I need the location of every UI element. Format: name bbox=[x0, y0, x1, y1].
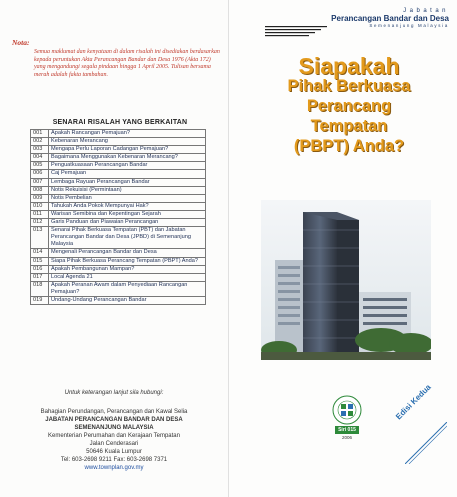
list-item-title: Undang-Undang Perancangan Bandar bbox=[49, 296, 206, 304]
cover-title-line: Pihak Berkuasa bbox=[287, 77, 411, 95]
contact-line: Bahagian Perundangan, Perancangan dan Kawal Selia bbox=[40, 409, 188, 415]
list-item-number: 004 bbox=[31, 154, 49, 162]
edition-label: Edisi Kedua bbox=[394, 382, 433, 422]
list-item-title: Tahukah Anda Pokok Mempunyai Hak? bbox=[49, 202, 206, 210]
list-item-title: Warisan Semibina dan Kepentingan Sejarah bbox=[49, 210, 206, 218]
cover-title-line: (PBPT) Anda? bbox=[293, 137, 405, 155]
list-item-title: Apakah Rancangan Pemajuan? bbox=[49, 130, 206, 138]
contact-line: JABATAN PERANCANGAN BANDAR DAN DESA bbox=[45, 417, 183, 423]
list-item-title: Local Agenda 21 bbox=[49, 273, 206, 281]
list-item bbox=[31, 146, 206, 154]
list-item-title: Senarai Pihak Berkuasa Tempatan (PBT) dan Jabatan Perancangan Bandar dan Desa (JPBD) di Semenanjung Malaysia bbox=[49, 227, 206, 249]
list-item-number: 015 bbox=[31, 257, 49, 265]
list-item bbox=[31, 257, 206, 265]
list-item bbox=[31, 194, 206, 202]
list-item bbox=[31, 227, 206, 249]
list-item bbox=[31, 249, 206, 257]
contact-intro: Untuk keterangan lanjut sila hubungi: bbox=[64, 390, 164, 396]
list-item-number: 011 bbox=[31, 210, 49, 218]
list-item-title: Apakah Peranan Awam dalam Penyediaan Rancangan Pemajuan? bbox=[49, 281, 206, 296]
list-item bbox=[31, 210, 206, 218]
senarai-table bbox=[30, 129, 206, 305]
list-item-number: 014 bbox=[31, 249, 49, 257]
cover-title bbox=[249, 53, 449, 156]
list-item-title: Notis Pembelian bbox=[49, 194, 206, 202]
front-cover bbox=[228, 0, 457, 497]
list-item-number: 007 bbox=[31, 178, 49, 186]
list-item-number: 009 bbox=[31, 194, 49, 202]
jpbd-logo-icon bbox=[324, 395, 370, 425]
contact-line: Tel: 603-2698 9211 Fax: 603-2698 7371 bbox=[60, 457, 168, 463]
list-item-title: Lembaga Rayuan Perancangan Bandar bbox=[49, 178, 206, 186]
list-item-number: 002 bbox=[31, 138, 49, 146]
nota-title: Nota: bbox=[12, 38, 30, 47]
list-item-title: Mengapa Perlu Laporan Cadangan Pemajuan? bbox=[49, 146, 206, 154]
list-item bbox=[31, 178, 206, 186]
list-item-title: Bagaimana Menggunakan Kebenaran Merancang? bbox=[49, 154, 206, 162]
list-item-number: 005 bbox=[31, 162, 49, 170]
list-item-number: 019 bbox=[31, 296, 49, 304]
list-item-number: 006 bbox=[31, 170, 49, 178]
cover-title-line: Perancang bbox=[306, 97, 392, 115]
list-item-title: Notis Rekuisisi (Permintaan) bbox=[49, 186, 206, 194]
list-item bbox=[31, 219, 206, 227]
website-link[interactable]: www.townplan.gov.my bbox=[84, 465, 144, 471]
building-illustration bbox=[261, 200, 431, 360]
senarai-heading: SENARAI RISALAH YANG BERKAITAN bbox=[52, 119, 188, 126]
contact-line: Jalan Cenderasari bbox=[89, 441, 139, 447]
list-item bbox=[31, 138, 206, 146]
list-item bbox=[31, 296, 206, 304]
list-item-title: Garis Panduan dan Piawaian Perancangan bbox=[49, 219, 206, 227]
list-item bbox=[31, 130, 206, 138]
header-stripes-icon bbox=[265, 25, 327, 39]
nota-section bbox=[12, 38, 220, 79]
list-item-number: 012 bbox=[31, 219, 49, 227]
list-item-title: Siapa Pihak Berkuasa Perancang Tempatan (PBPT) Anda? bbox=[49, 257, 206, 265]
back-panel bbox=[0, 0, 228, 497]
list-item-number: 013 bbox=[31, 227, 49, 249]
nota-body: Semua maklumat dan kenyataan di dalam risalah ini disediakan berdasarkan kepada peruntukan Akta Perancangan Bandar dan Desa 1976 (Akta 172) yang mengandungi segala pindaan hingga 1 April 2005. Tulisan bersama merah adalah fakta tambahan. bbox=[34, 49, 220, 78]
list-item-title: Caj Pemajuan bbox=[49, 170, 206, 178]
list-item bbox=[31, 202, 206, 210]
list-item-title: Mengenali Perancangan Bandar dan Desa bbox=[49, 249, 206, 257]
list-item bbox=[31, 265, 206, 273]
header-main: Perancangan Bandar dan Desa bbox=[331, 14, 449, 23]
list-item-number: 003 bbox=[31, 146, 49, 154]
list-item bbox=[31, 273, 206, 281]
agency-header bbox=[265, 8, 449, 28]
header-sub: Semenanjung Malaysia bbox=[369, 23, 449, 28]
siri-year: 2006 bbox=[341, 435, 352, 440]
list-item-number: 010 bbox=[31, 202, 49, 210]
list-item-number: 017 bbox=[31, 273, 49, 281]
cover-title-line: Tempatan bbox=[310, 117, 388, 135]
contact-line: Kementerian Perumahan dan Kerajaan Tempatan bbox=[48, 433, 180, 439]
list-item bbox=[31, 281, 206, 296]
list-item-title: Penguatkuasaan Perancangan Bandar bbox=[49, 162, 206, 170]
contact-line: SEMENANJUNG MALAYSIA bbox=[74, 425, 154, 431]
list-item bbox=[31, 186, 206, 194]
edition-stripe-icon bbox=[405, 422, 447, 464]
siri-badge: Siri 015 bbox=[335, 426, 359, 434]
list-item-title: Kebenaran Merancang bbox=[49, 138, 206, 146]
contact-line: 50646 Kuala Lumpur bbox=[86, 449, 142, 455]
contact-block bbox=[12, 408, 216, 472]
list-item-number: 008 bbox=[31, 186, 49, 194]
cover-title-line: Siapakah bbox=[298, 53, 400, 79]
list-item-title: Apakah Pembangunan Mampan? bbox=[49, 265, 206, 273]
list-item-number: 018 bbox=[31, 281, 49, 296]
list-item bbox=[31, 170, 206, 178]
list-item-number: 016 bbox=[31, 265, 49, 273]
list-item-number: 001 bbox=[31, 130, 49, 138]
header-top: Jabatan bbox=[403, 8, 449, 14]
list-item bbox=[31, 154, 206, 162]
list-item bbox=[31, 162, 206, 170]
